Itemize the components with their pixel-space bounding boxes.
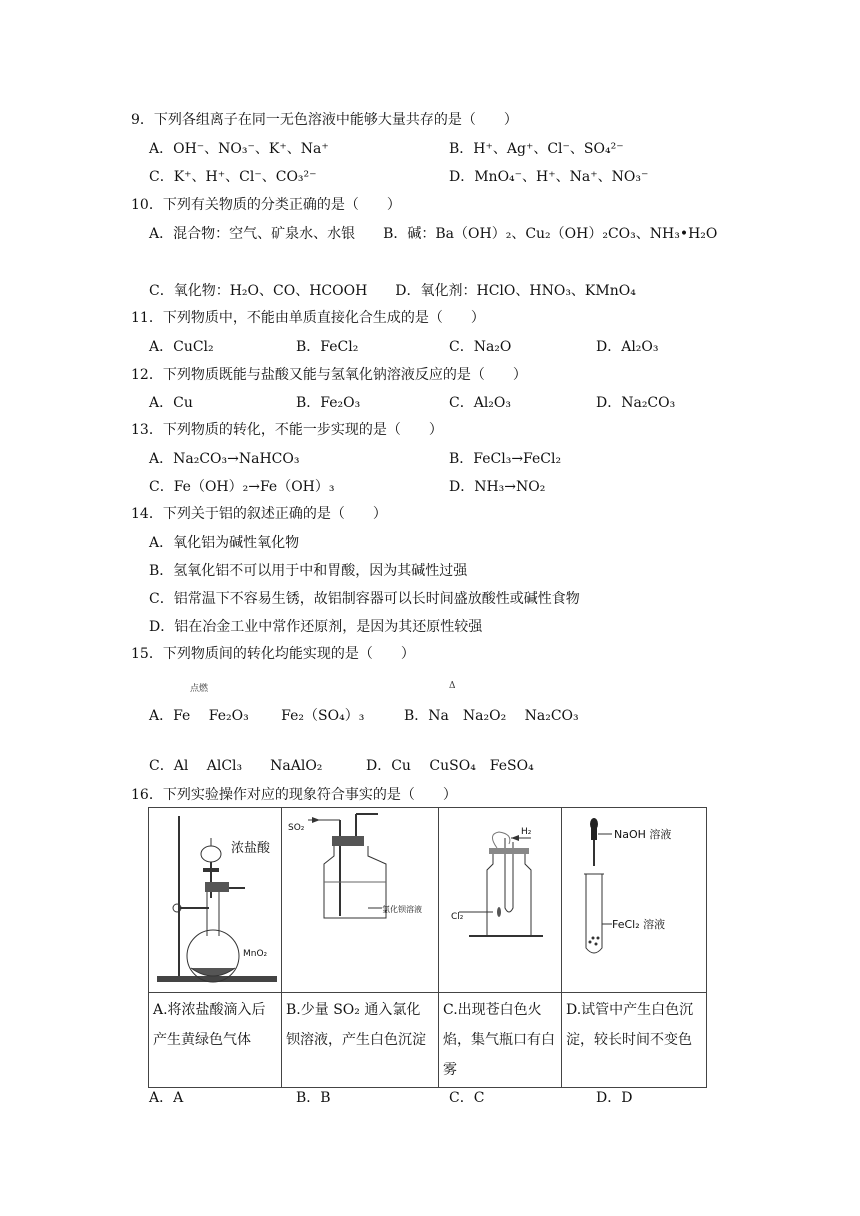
q11-option-d[interactable]: D．Al₂O₃ xyxy=(596,339,659,355)
q10-options-ab[interactable]: A．混合物：空气、矿泉水、水银 B．碱：Ba（OH）₂、Cu₂（OH）₂CO₃、NH₃•H₂O xyxy=(149,226,718,242)
q16-option-c[interactable]: C．C xyxy=(449,1090,485,1106)
q10-options-cd[interactable]: C．氧化物：H₂O、CO、HCOOH D．氧化剂：HClO、HNO₃、KMnO₄ xyxy=(149,283,636,299)
q10-stem: 10．下列有关物质的分类正确的是（ ） xyxy=(131,197,401,213)
q11-stem: 11．下列物质中，不能由单质直接化合生成的是（ ） xyxy=(131,310,485,326)
q13-option-a[interactable]: A．Na₂CO₃→NaHCO₃ xyxy=(149,451,300,467)
caption-d-text: D.试管中产生白色沉淀，较长时间不变色 xyxy=(566,1002,694,1048)
label-mno2: MnO₂ xyxy=(243,949,268,959)
q15-option-d[interactable]: D．Cu CuSO₄ FeSO₄ xyxy=(366,758,534,774)
q12-option-d[interactable]: D．Na₂CO₃ xyxy=(596,395,676,411)
q16-stem: 16．下列实验操作对应的现象符合事实的是（ ） xyxy=(131,787,457,803)
q14-option-a[interactable]: A．氧化铝为碱性氧化物 xyxy=(149,535,300,551)
caption-b xyxy=(282,993,439,1088)
q12-option-a[interactable]: A．Cu xyxy=(149,395,193,411)
q9-stem: 9．下列各组离子在同一无色溶液中能够大量共存的是（ ） xyxy=(131,112,518,128)
q16-option-d[interactable]: D．D xyxy=(596,1090,633,1106)
q14-option-b[interactable]: B．氢氧化铝不可以用于中和胃酸，因为其碱性过强 xyxy=(149,563,468,579)
q14-stem: 14．下列关于铝的叙述正确的是（ ） xyxy=(131,506,387,522)
h2-burning-diagram xyxy=(439,808,561,992)
chlorine-generator-diagram xyxy=(149,808,281,992)
apparatus-b xyxy=(282,808,439,993)
label-naoh: NaOH 溶液 xyxy=(614,828,672,841)
q12-option-c[interactable]: C．Al₂O₃ xyxy=(449,395,512,411)
q9-option-a[interactable]: A．OH⁻、NO₃⁻、K⁺、Na⁺ xyxy=(149,141,329,157)
q16-option-b[interactable]: B．B xyxy=(296,1090,331,1106)
q15-stem: 15．下列物质间的转化均能实现的是（ ） xyxy=(131,646,415,662)
caption-a-text: A.将浓盐酸滴入后产生黄绿色气体 xyxy=(153,1002,266,1048)
label-bacl2: 氯化钡溶液 xyxy=(382,905,422,914)
caption-c-text: C.出现苍白色火焰，集气瓶口有白雾 xyxy=(443,1002,555,1078)
q13-option-d[interactable]: D．NH₃→NO₂ xyxy=(449,479,546,495)
q15-option-b[interactable]: B．Na Na₂O₂ Na₂CO₃ xyxy=(404,708,579,724)
caption-d xyxy=(562,993,707,1088)
q11-option-c[interactable]: C．Na₂O xyxy=(449,339,512,355)
q14-option-d[interactable]: D．铝在冶金工业中常作还原剂，是因为其还原性较强 xyxy=(149,619,483,635)
q11-option-a[interactable]: A．CuCl₂ xyxy=(149,339,214,355)
q12-option-b[interactable]: B．Fe₂O₃ xyxy=(296,395,361,411)
q13-stem: 13．下列物质的转化，不能一步实现的是（ ） xyxy=(131,422,443,438)
label-h2: H₂ xyxy=(521,827,532,837)
label-cl2: Cl₂ xyxy=(451,912,464,922)
caption-c xyxy=(439,993,562,1088)
q9-option-d[interactable]: D．MnO₄⁻、H⁺、Na⁺、NO₃⁻ xyxy=(449,169,649,185)
q12-stem: 12．下列物质既能与盐酸又能与氢氧化钠溶液反应的是（ ） xyxy=(131,367,527,383)
label-fecl2: FeCl₂ 溶液 xyxy=(612,918,666,931)
label-hcl: 浓盐酸 xyxy=(231,841,271,856)
naoh-dropper-diagram xyxy=(562,808,706,992)
q11-option-b[interactable]: B．FeCl₂ xyxy=(296,339,359,355)
q14-option-c[interactable]: C．铝常温下不容易生锈，故铝制容器可以长时间盛放酸性或碱性食物 xyxy=(149,591,580,607)
q15-condition-ignite: 点燃 xyxy=(190,684,209,694)
q13-option-b[interactable]: B．FeCl₃→FeCl₂ xyxy=(449,451,562,467)
q13-option-c[interactable]: C．Fe（OH）₂→Fe（OH）₃ xyxy=(149,479,335,495)
q9-option-b[interactable]: B．H⁺、Ag⁺、Cl⁻、SO₄²⁻ xyxy=(449,141,624,157)
q16-option-a[interactable]: A．A xyxy=(149,1090,184,1106)
q15-condition-heat: Δ xyxy=(449,681,456,691)
caption-b-text: B.少量 SO₂ 通入氯化钡溶液，产生白色沉淀 xyxy=(286,1002,426,1048)
so2-bottle-diagram xyxy=(282,808,438,992)
experiment-table xyxy=(148,807,707,1088)
q15-option-c[interactable]: C．Al AlCl₃ NaAlO₂ xyxy=(149,758,323,774)
apparatus-a xyxy=(149,808,282,993)
caption-a xyxy=(149,993,282,1088)
label-so2: SO₂ xyxy=(288,823,305,833)
apparatus-d xyxy=(562,808,707,993)
apparatus-c xyxy=(439,808,562,993)
q9-option-c[interactable]: C．K⁺、H⁺、Cl⁻、CO₃²⁻ xyxy=(149,169,317,185)
q15-option-a[interactable]: A．Fe Fe₂O₃ Fe₂（SO₄）₃ xyxy=(149,708,365,724)
